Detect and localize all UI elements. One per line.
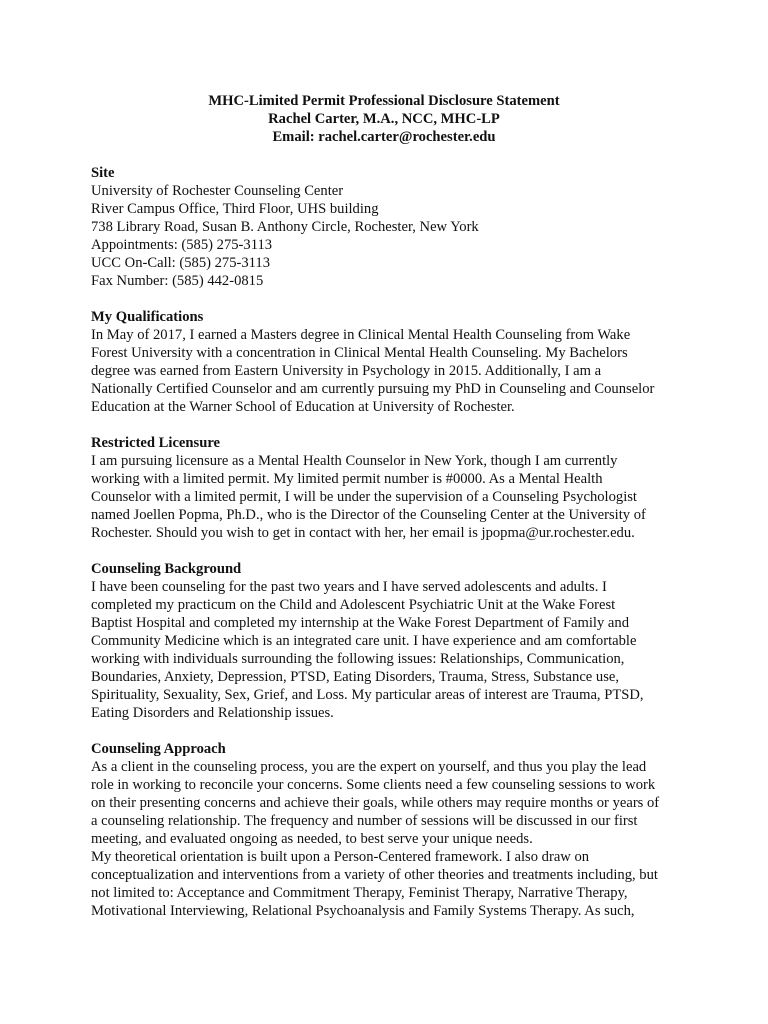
site-line: University of Rochester Counseling Center bbox=[91, 183, 344, 199]
section-heading: Site bbox=[91, 165, 115, 181]
section-heading: My Qualifications bbox=[91, 309, 204, 325]
paragraph-line: a counseling relationship. The frequency and number of sessions will be discussed in our first bbox=[91, 813, 638, 829]
paragraph-line: Forest University with a concentration in Clinical Mental Health Counseling. My Bachelors bbox=[91, 345, 628, 361]
paragraph-line: Rochester. Should you wish to get in contact with her, her email is jpopma@ur.rochester.edu. bbox=[91, 525, 635, 541]
author-email: Email: rachel.carter@rochester.edu bbox=[272, 129, 496, 145]
paragraph-line: Baptist Hospital and completed my internship at the Wake Forest Department of Family and bbox=[91, 615, 630, 631]
document-title: MHC-Limited Permit Professional Disclosure Statement bbox=[208, 93, 560, 109]
paragraph-line: I have been counseling for the past two years and I have served adolescents and adults. I bbox=[91, 579, 607, 595]
section-qualifications bbox=[91, 308, 691, 416]
site-line: Appointments: (585) 275-3113 bbox=[91, 237, 273, 253]
paragraph-line: In May of 2017, I earned a Masters degree in Clinical Mental Health Counseling from Wake bbox=[91, 327, 631, 343]
paragraph-line: My theoretical orientation is built upon a Person-Centered framework. I also draw on bbox=[91, 849, 590, 865]
paragraph-line: not limited to: Acceptance and Commitment Therapy, Feminist Therapy, Narrative Therapy, bbox=[91, 885, 628, 901]
paragraph-line: conceptualization and interventions from a variety of other theories and treatments including, but bbox=[91, 867, 658, 883]
paragraph-line: working with individuals surrounding the following issues: Relationships, Communication, bbox=[91, 651, 625, 667]
site-line: River Campus Office, Third Floor, UHS building bbox=[91, 201, 379, 217]
paragraph-line: Boundaries, Anxiety, Depression, PTSD, Eating Disorders, Trauma, Stress, Substance use, bbox=[91, 669, 620, 685]
paragraph-line: Nationally Certified Counselor and am currently pursuing my PhD in Counseling and Counselor bbox=[91, 381, 655, 397]
paragraph-line: role in working to reconcile your concerns. Some clients need a few counseling sessions to work bbox=[91, 777, 656, 793]
paragraph-line: named Joellen Popma, Ph.D., who is the Director of the Counseling Center at the University of bbox=[91, 507, 646, 523]
paragraph-line: meeting, and evaluated ongoing as needed, to best serve your unique needs. bbox=[91, 831, 533, 847]
section-heading: Restricted Licensure bbox=[91, 435, 221, 451]
paragraph-line: Counselor with a limited permit, I will be under the supervision of a Counseling Psychologist bbox=[91, 489, 637, 505]
section-counseling-background bbox=[91, 560, 691, 722]
paragraph-line: I am pursuing licensure as a Mental Health Counselor in New York, though I am currently bbox=[91, 453, 618, 469]
document-body bbox=[91, 164, 691, 938]
author-name: Rachel Carter, M.A., NCC, MHC-LP bbox=[268, 111, 500, 127]
site-line: Fax Number: (585) 442-0815 bbox=[91, 273, 264, 289]
paragraph-line: Eating Disorders and Relationship issues. bbox=[91, 705, 334, 721]
paragraph-line: completed my practicum on the Child and Adolescent Psychiatric Unit at the Wake Forest bbox=[91, 597, 616, 613]
section-site bbox=[91, 164, 691, 290]
paragraph-line: As a client in the counseling process, you are the expert on yourself, and thus you play the lead bbox=[91, 759, 647, 775]
paragraph-line: Motivational Interviewing, Relational Psychoanalysis and Family Systems Therapy. As such, bbox=[91, 903, 635, 919]
section-heading: Counseling Background bbox=[91, 561, 242, 577]
section-heading: Counseling Approach bbox=[91, 741, 226, 757]
section-counseling-approach bbox=[91, 740, 691, 920]
section-restricted-licensure bbox=[91, 434, 691, 542]
paragraph-line: Education at the Warner School of Education at University of Rochester. bbox=[91, 399, 515, 415]
document-header bbox=[0, 92, 768, 146]
paragraph-line: working with a limited permit. My limited permit number is #0000. As a Mental Health bbox=[91, 471, 603, 487]
site-line: 738 Library Road, Susan B. Anthony Circle, Rochester, New York bbox=[91, 219, 479, 235]
paragraph-line: degree was earned from Eastern University in Psychology in 2015. Additionally, I am a bbox=[91, 363, 602, 379]
paragraph-line: Community Medicine which is an integrated care unit. I have experience and am comfortable bbox=[91, 633, 637, 649]
paragraph-line: Spirituality, Sexuality, Sex, Grief, and Loss. My particular areas of interest are Trauma, PTSD, bbox=[91, 687, 644, 703]
paragraph-line: on their presenting concerns and achieve their goals, while others may require months or years of bbox=[91, 795, 660, 811]
site-line: UCC On-Call: (585) 275-3113 bbox=[91, 255, 271, 271]
